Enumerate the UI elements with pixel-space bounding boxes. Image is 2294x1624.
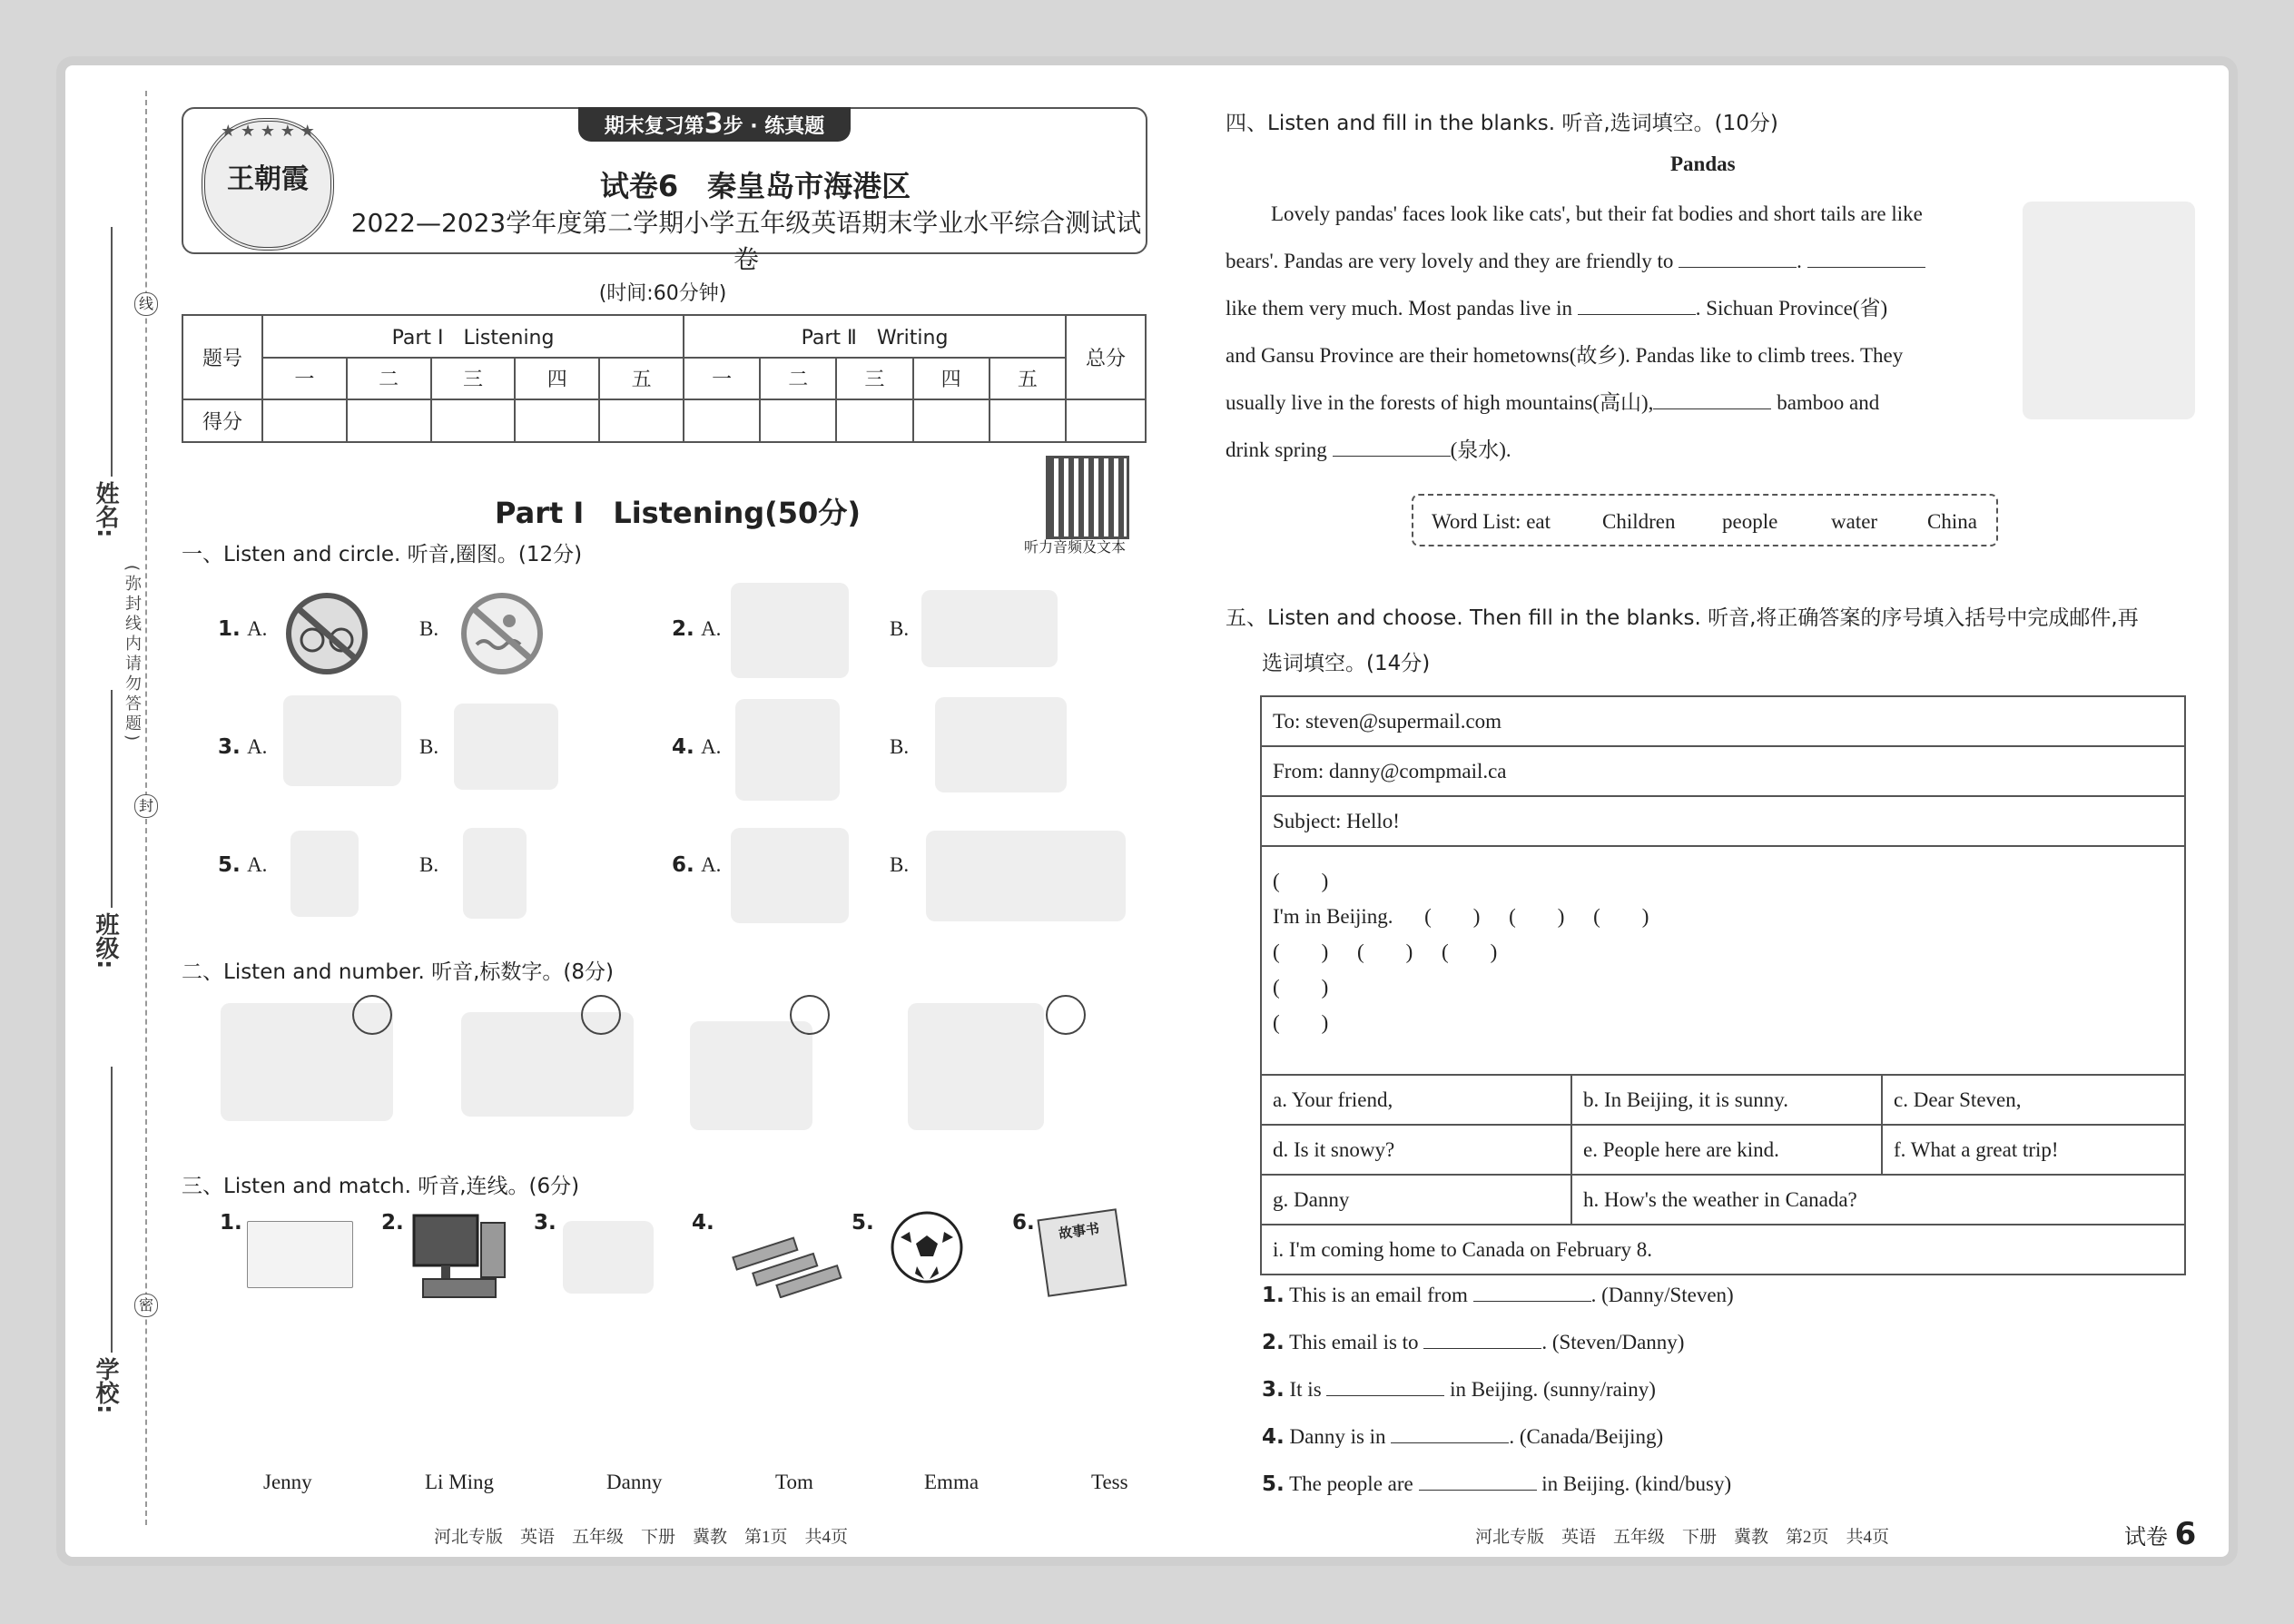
option-cell: h. How's the weather in Canada? bbox=[1571, 1175, 2185, 1225]
sec1-item-num: 6. A. bbox=[672, 853, 722, 877]
email-from: From: danny@compmail.ca bbox=[1261, 746, 2185, 796]
two-boys-picture[interactable] bbox=[735, 699, 840, 801]
score-cell[interactable] bbox=[599, 399, 684, 442]
blank[interactable] bbox=[1578, 296, 1696, 315]
sec1-title: 一、Listen and circle. 听音,圈图。(12分) bbox=[182, 543, 583, 566]
score-table bbox=[182, 314, 1147, 443]
score-cell[interactable] bbox=[262, 399, 347, 442]
option-cell: d. Is it snowy? bbox=[1261, 1125, 1571, 1175]
part2-header: Part Ⅱ Writing bbox=[684, 315, 1066, 358]
sec1-option-b: B. bbox=[890, 617, 910, 640]
girl-panda-picture bbox=[2023, 202, 2195, 419]
answer-paren[interactable]: ( ) bbox=[1424, 905, 1481, 928]
word-list: Word List: eat Children people water China bbox=[1412, 494, 1998, 546]
crayons-icon[interactable] bbox=[726, 1221, 853, 1298]
qr-label: 听力音频及文本 bbox=[1024, 540, 1127, 556]
number-circle[interactable] bbox=[790, 995, 830, 1035]
sec5-title-line1: 五、Listen and choose. Then fill in the blanks. 听音,将正确答案的序号填入括号中完成邮件,再 bbox=[1226, 606, 2139, 630]
blank[interactable] bbox=[1326, 1377, 1444, 1396]
email-table bbox=[1260, 695, 2186, 1275]
great-wall-picture[interactable] bbox=[908, 1003, 1044, 1130]
blank[interactable] bbox=[1473, 1283, 1591, 1302]
sec2-title: 二、Listen and number. 听音,标数字。(8分) bbox=[182, 960, 614, 984]
postcard-picture[interactable] bbox=[247, 1221, 353, 1288]
numeral-cell: 五 bbox=[989, 358, 1066, 400]
numeral-cell: 五 bbox=[599, 358, 684, 400]
question: 2. This email is to . (Steven/Danny) bbox=[1262, 1331, 1685, 1354]
class-field-line bbox=[111, 690, 113, 908]
match-name: Tom bbox=[775, 1471, 813, 1493]
match-name: Li Ming bbox=[425, 1471, 495, 1493]
sec1-option-b: B. bbox=[419, 735, 439, 758]
binding-tag-secret: 密 bbox=[134, 1294, 158, 1317]
brand-logo: ★ ★ ★ ★ ★ 王朝霞 bbox=[202, 118, 334, 251]
boy-jumping-picture[interactable] bbox=[463, 828, 527, 919]
girls-singing-picture[interactable] bbox=[921, 590, 1058, 667]
email-to: To: steven@supermail.com bbox=[1261, 696, 2185, 746]
score-cell[interactable] bbox=[913, 399, 989, 442]
passage-title: Pandas bbox=[1670, 153, 1736, 175]
score-cell[interactable] bbox=[431, 399, 516, 442]
option-cell: a. Your friend, bbox=[1261, 1075, 1571, 1125]
qr-code-icon[interactable] bbox=[1046, 456, 1129, 539]
email-subject: Subject: Hello! bbox=[1261, 796, 2185, 846]
sec3-num: 1. bbox=[220, 1211, 242, 1235]
blank[interactable] bbox=[1423, 1330, 1541, 1349]
answer-paren[interactable]: ( ) bbox=[1593, 905, 1649, 928]
score-cell[interactable] bbox=[347, 399, 431, 442]
question: 1. This is an email from . (Danny/Steven) bbox=[1262, 1284, 1734, 1307]
blank[interactable] bbox=[1333, 438, 1451, 457]
no-swimming-icon[interactable] bbox=[458, 590, 546, 677]
girl-boy-picture[interactable] bbox=[935, 697, 1067, 792]
row-label-score: 得分 bbox=[182, 399, 262, 442]
class-label: 班级: bbox=[92, 912, 119, 969]
kids-soccer-picture[interactable] bbox=[926, 831, 1126, 921]
kids-playing-picture[interactable] bbox=[731, 583, 849, 678]
sec3-title: 三、Listen and match. 听音,连线。(6分) bbox=[182, 1175, 580, 1198]
numeral-cell: 一 bbox=[684, 358, 760, 400]
sec4-title: 四、Listen and fill in the blanks. 听音,选词填空。(10分) bbox=[1226, 112, 1778, 135]
numeral-cell: 二 bbox=[760, 358, 836, 400]
answer-paren[interactable]: ( ) bbox=[1357, 940, 1413, 963]
storybook-title: 故事书 bbox=[1058, 1220, 1101, 1243]
computer-icon[interactable] bbox=[410, 1214, 510, 1304]
storybook-picture[interactable] bbox=[1037, 1208, 1127, 1296]
answer-paren[interactable]: ( ) bbox=[1273, 870, 1329, 892]
blank[interactable] bbox=[1391, 1424, 1509, 1443]
sec3-num: 5. bbox=[852, 1211, 874, 1235]
score-cell[interactable] bbox=[989, 399, 1066, 442]
sec1-option-b: B. bbox=[890, 735, 910, 758]
time-limit: (时间:60分钟) bbox=[598, 282, 727, 305]
kids-standing-picture[interactable] bbox=[731, 828, 849, 923]
school-field-line bbox=[111, 1067, 113, 1353]
blank[interactable] bbox=[1807, 249, 1925, 268]
sec1-item-num: 1. A. bbox=[218, 617, 268, 641]
total-cell[interactable] bbox=[1066, 399, 1146, 442]
part1-title: Part Ⅰ Listening(50分) bbox=[495, 496, 861, 530]
answer-paren[interactable]: ( ) bbox=[1273, 940, 1329, 963]
binding-tag-seal: 封 bbox=[134, 794, 158, 818]
option-cell: e. People here are kind. bbox=[1571, 1125, 1882, 1175]
option-cell: g. Danny bbox=[1261, 1175, 1571, 1225]
no-cycling-icon[interactable] bbox=[283, 590, 370, 677]
numeral-cell: 四 bbox=[515, 358, 599, 400]
question: 4. Danny is in . (Canada/Beijing) bbox=[1262, 1425, 1664, 1449]
blank[interactable] bbox=[1679, 249, 1797, 268]
sec1-item-num: 4. A. bbox=[672, 735, 722, 759]
option-cell: c. Dear Steven, bbox=[1882, 1075, 2185, 1125]
sec1-option-b: B. bbox=[419, 853, 439, 876]
numeral-cell: 一 bbox=[262, 358, 347, 400]
question: 5. The people are in Beijing. (kind/busy) bbox=[1262, 1472, 1732, 1496]
sec3-num: 3. bbox=[534, 1211, 556, 1235]
answer-paren[interactable]: ( ) bbox=[1273, 1011, 1329, 1034]
score-cell[interactable] bbox=[515, 399, 599, 442]
sec5-title-line2: 选词填空。(14分) bbox=[1262, 652, 1431, 675]
match-name: Tess bbox=[1091, 1471, 1128, 1493]
girl-cake-picture[interactable] bbox=[454, 704, 558, 790]
question: 3. It is in Beijing. (sunny/rainy) bbox=[1262, 1378, 1656, 1402]
name-field-line bbox=[111, 227, 113, 477]
answer-paren[interactable]: ( ) bbox=[1442, 940, 1498, 963]
match-name: Jenny bbox=[263, 1471, 312, 1493]
score-cell[interactable] bbox=[836, 399, 912, 442]
beijing-text: I'm in Beijing. bbox=[1273, 905, 1393, 928]
sec1-option-b: B. bbox=[419, 617, 439, 640]
header-box bbox=[182, 107, 1147, 274]
paper-subtitle: 2022—2023学年度第二学期小学五年级英语期末学业水平综合测试试卷 bbox=[350, 208, 1142, 274]
sec3-num: 4. bbox=[692, 1211, 714, 1235]
sec3-num: 2. bbox=[381, 1211, 404, 1235]
paper-title: 试卷6 秦皇岛市海港区 bbox=[599, 169, 911, 203]
binding-note: (弥封线内请勿答题) bbox=[123, 565, 142, 745]
sec1-item-num: 5. A. bbox=[218, 853, 268, 877]
option-cell: f. What a great trip! bbox=[1882, 1125, 2185, 1175]
number-circle[interactable] bbox=[1046, 995, 1086, 1035]
answer-paren[interactable]: ( ) bbox=[1273, 976, 1329, 999]
row-label-question: 题号 bbox=[182, 315, 262, 399]
part1-header: Part Ⅰ Listening bbox=[262, 315, 684, 358]
binding-tag-line: 线 bbox=[134, 292, 158, 316]
header-tab: 期末复习第3步 · 练真题 bbox=[578, 107, 851, 142]
soccer-ball-icon[interactable] bbox=[890, 1210, 964, 1284]
family-computer-picture[interactable] bbox=[283, 695, 401, 786]
sec1-option-b: B. bbox=[890, 853, 910, 876]
footer-right: 河北专版 英语 五年级 下册 冀教 第2页 共4页 bbox=[1475, 1528, 1890, 1547]
school-label: 学校: bbox=[92, 1357, 119, 1414]
passage: Lovely pandas' faces look like cats', but their fat bodies and short tails are like bears'. Pandas are very lovely and they are friendly to . like them very much. Most pandas live in . Sichuan Province(省) and Gansu Province are their hometowns(故乡). Pandas like to climb trees. They usually live in the forests of high mountains(高山), bamboo and drink spring (泉水). bbox=[1226, 191, 1988, 474]
numeral-cell: 三 bbox=[836, 358, 912, 400]
total-header: 总分 bbox=[1066, 315, 1146, 399]
logo-text: 王朝霞 bbox=[227, 163, 309, 195]
number-circle[interactable] bbox=[352, 995, 392, 1035]
boy-running-picture[interactable] bbox=[290, 831, 359, 917]
name-label: 姓名: bbox=[92, 481, 119, 538]
blank[interactable] bbox=[1653, 390, 1771, 409]
sec3-num: 6. bbox=[1012, 1211, 1035, 1235]
number-circle[interactable] bbox=[581, 995, 621, 1035]
sec1-item-num: 3. A. bbox=[218, 735, 268, 759]
numeral-cell: 三 bbox=[431, 358, 516, 400]
email-body bbox=[1261, 846, 2185, 1075]
option-cell: b. In Beijing, it is sunny. bbox=[1571, 1075, 1882, 1125]
match-name: Emma bbox=[924, 1471, 980, 1493]
footer-left: 河北专版 英语 五年级 下册 冀教 第1页 共4页 bbox=[434, 1528, 849, 1547]
sec1-item-num: 2. A. bbox=[672, 617, 722, 641]
numeral-cell: 四 bbox=[913, 358, 989, 400]
blank[interactable] bbox=[1419, 1471, 1537, 1491]
option-cell: i. I'm coming home to Canada on February 8. bbox=[1261, 1225, 2185, 1275]
score-cell[interactable] bbox=[760, 399, 836, 442]
answer-paren[interactable]: ( ) bbox=[1509, 905, 1565, 928]
numeral-cell: 二 bbox=[347, 358, 431, 400]
paper-number-label: 试卷 6 bbox=[2124, 1516, 2197, 1552]
match-name: Danny bbox=[606, 1471, 663, 1493]
family-car-picture[interactable] bbox=[690, 1021, 812, 1130]
kite-picture[interactable] bbox=[563, 1221, 654, 1294]
score-cell[interactable] bbox=[684, 399, 760, 442]
